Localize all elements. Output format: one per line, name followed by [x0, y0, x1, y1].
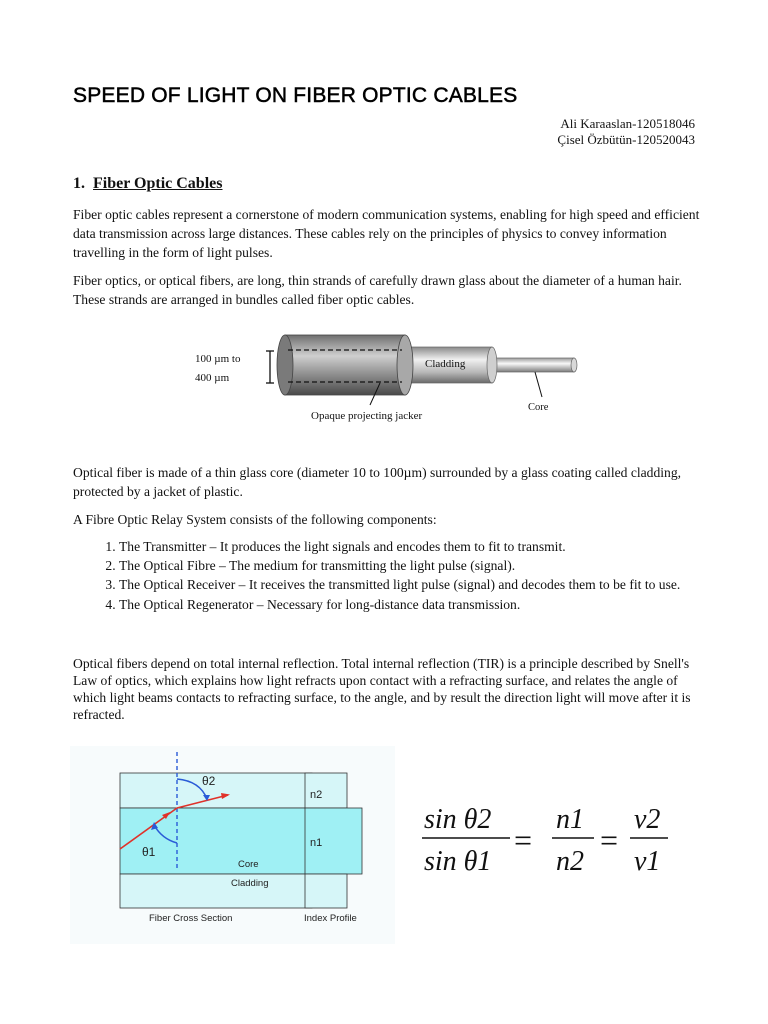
author-list [557, 116, 695, 148]
lower-cladding [120, 874, 312, 908]
n1-label: n1 [310, 837, 323, 849]
author-name: Ali Karaaslan-120518046 [560, 116, 695, 131]
numerator-sin: sin θ2 [424, 804, 492, 835]
equals-sign-2: = [600, 822, 619, 858]
equals-sign-1: = [514, 822, 533, 858]
list-item: 3. The Optical Receiver – It receives the transmitted light pulse (signal) and decodes them to be fit to use. [119, 575, 739, 594]
denominator-sin: sin θ1 [424, 846, 492, 877]
cross-section-caption: Fiber Cross Section [149, 913, 233, 924]
paragraph-optical-fiber: Optical fiber is made of a thin glass core (diameter 10 to 100µm) surrounded by a glass coating called cladding, protected by a jacket of plastic. [73, 465, 682, 499]
list-item: 1. The Transmitter – It produces the light signals and encodes them to fit to transmit. [119, 537, 739, 556]
theta1-label: θ1 [142, 845, 156, 859]
paragraph-intro: Fiber optic cables represent a cornerstone of modern communication systems, enabling for high speed and efficient data transmission across large distances. These cables rely on the principles of physics to convey information travelling in the form of light pulses. [73, 207, 700, 260]
author-name: Çisel Özbütün-120520043 [557, 132, 695, 147]
list-item: 4. The Optical Regenerator – Necessary for long-distance data transmission. [119, 595, 739, 614]
paragraph-tir: Optical fibers depend on total internal reflection. Total internal reflection (TIR) is a principle described by Snell's Law of optics, which explains how light refracts upon contact with a refracting surface, and relates the angle of which light beams contacts to refracting surface, to the angle, and by result the direction light will move after it is refracted. [73, 656, 691, 722]
paragraph-fiber-optics: Fiber optics, or optical fibers, are long, thin strands of carefully drawn glass about the diameter of a human hair. These strands are arranged in bundles called fiber optic cables. [73, 273, 682, 307]
index-profile-caption: Index Profile [304, 913, 357, 924]
diameter-label-1: 100 µm to [195, 353, 241, 365]
section-number: 1. [73, 175, 85, 192]
core-label: Core [238, 859, 259, 870]
cross-section-diagram [70, 746, 395, 944]
paragraph-relay-system: A Fibre Optic Relay System consists of the following components: [73, 512, 437, 527]
core-strand [490, 358, 574, 372]
n2-label: n2 [310, 789, 323, 801]
cladding-label: Cladding [231, 878, 269, 889]
component-list [73, 537, 739, 614]
snell-law-formula [410, 795, 690, 885]
list-item: 2. The Optical Fibre – The medium for transmitting the light pulse (signal). [119, 556, 739, 575]
numerator-v: v2 [634, 804, 661, 835]
section-title: Fiber Optic Cables [93, 175, 223, 192]
section-heading [73, 175, 222, 193]
profile-n2-lower [305, 874, 347, 908]
upper-cladding [120, 773, 312, 808]
denominator-n: n2 [556, 846, 584, 877]
core-label: Core [528, 402, 549, 413]
denominator-v: v1 [634, 846, 661, 877]
theta2-label: θ2 [202, 774, 216, 788]
numerator-n: n1 [556, 804, 584, 835]
diameter-label-2: 400 µm [195, 372, 230, 384]
cladding-label: Cladding [425, 358, 466, 370]
fiber-core [120, 808, 312, 874]
document-title: SPEED OF LIGHT ON FIBER OPTIC CABLES [73, 84, 518, 107]
cable-diagram [190, 325, 590, 430]
jacket-label: Opaque projecting jacker [311, 410, 423, 422]
jacket-layer [285, 335, 405, 395]
